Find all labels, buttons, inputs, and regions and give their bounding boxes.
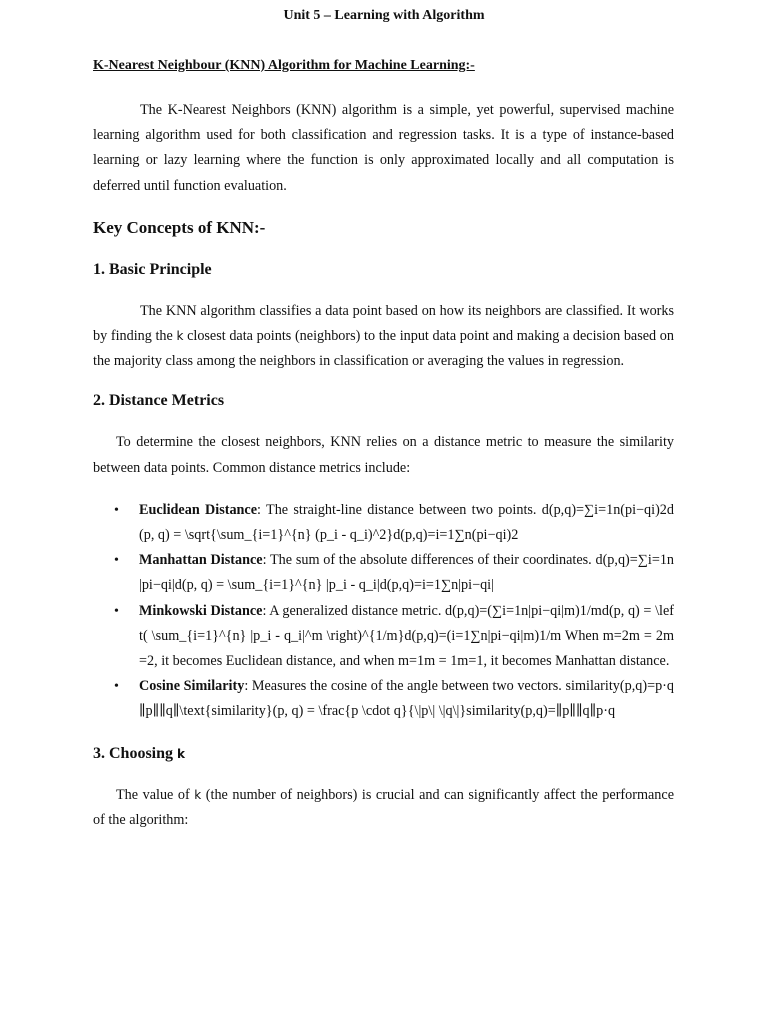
document-body (93, 58, 674, 833)
metric-separator: : (257, 501, 267, 518)
metric-formula: similarity(p,q)=p·q∥p∥∥q∥\text{similarity}(p, q) = \frac{p \cdot q}{\|p\| \|q\|}similarity(p,q)=∥p∥∥q∥p·q (139, 678, 674, 720)
metric-manhattan (93, 548, 674, 598)
k-symbol: k (194, 787, 202, 802)
bullet-icon: • (114, 603, 119, 619)
metric-separator: : (262, 602, 270, 619)
section-3-heading-text: 3. Choosing (93, 744, 178, 762)
section-2-intro: To determine the closest neighbors, KNN relies on a distance metric to measure the similarity between data points. Common distance metrics include: (93, 434, 674, 476)
metric-minkowski (93, 599, 674, 675)
k-symbol: k (176, 329, 184, 344)
metric-formula: d(p,q)=∑i=1n(pi−qi)2d(p, q) = \sqrt{\sum_{i=1}^{n} (p_i - q_i)^2}d(p,q)=i=1∑n(pi−qi)2 (139, 501, 674, 544)
bullet-icon: • (114, 553, 119, 569)
metric-description: The straight-line distance between two points. (266, 501, 542, 518)
metric-separator: : (244, 678, 252, 695)
section-1-text-b: closest data points (neighbors) to the input data point and making a decision based on the majority class among the neighbors in classification or averaging the values in regression. (93, 328, 674, 370)
section-3-paragraph (93, 783, 674, 833)
section-3-heading (93, 745, 674, 763)
section-3-text-a: The value of (116, 786, 195, 803)
section-1-text-a: The KNN algorithm classifies a data point based on how its neighbors are classified. It works by finding the (93, 302, 674, 345)
metric-separator: : (262, 552, 271, 569)
metric-cosine (93, 674, 674, 724)
metric-term: Cosine Similarity (139, 678, 245, 695)
section-1-paragraph (93, 299, 674, 375)
document-title: K-Nearest Neighbour (KNN) Algorithm for Machine Learning:- (93, 58, 475, 73)
k-symbol: k (177, 746, 186, 761)
intro-paragraph: The K-Nearest Neighbors (KNN) algorithm is a simple, yet powerful, supervised machine learning algorithm used for both classification and regression tasks. It is a type of instance-based learning or lazy learning where the function is only approximated locally and all computation is deferred until function evaluation. (93, 102, 674, 194)
metric-description: Measures the cosine of the angle between two vectors. (251, 678, 566, 695)
metric-term: Manhattan Distance (139, 552, 263, 569)
section-2-heading: 2. Distance Metrics (93, 392, 225, 410)
metric-euclidean (93, 498, 674, 548)
bullet-icon: • (114, 679, 119, 695)
metric-description: The sum of the absolute differences of their coordinates. (270, 552, 596, 569)
metric-formula: d(p,q)=∑i=1n|pi−qi|d(p, q) = \sum_{i=1}^{n} |p_i - q_i|d(p,q)=i=1∑n|pi−qi| (139, 552, 675, 594)
running-header: Unit 5 – Learning with Algorithm (283, 8, 485, 23)
metric-term: Minkowski Distance (139, 602, 263, 619)
section-1-heading: 1. Basic Principle (93, 260, 212, 278)
bullet-icon: • (114, 502, 119, 518)
section-3-text-b: (the number of neighbors) is crucial and can significantly affect the performance of the algorithm: (93, 786, 674, 828)
distance-metrics-list (93, 498, 674, 725)
metric-term: Euclidean Distance (139, 501, 258, 518)
key-concepts-heading: Key Concepts of KNN:- (93, 217, 266, 237)
metric-formula: d(p,q)=(∑i=1n|pi−qi|m)1/md(p, q) = \left( \sum_{i=1}^{n} |p_i - q_i|^m \right)^{1/m}d(p,q)=(i=1∑n|pi−qi|m)1/m When m=2m = 2m=2, it becomes Euclidean distance, and when m=1m = 1m=1, it becomes Manhattan distance. (139, 602, 674, 670)
metric-description: A generalized distance metric. (269, 602, 446, 619)
